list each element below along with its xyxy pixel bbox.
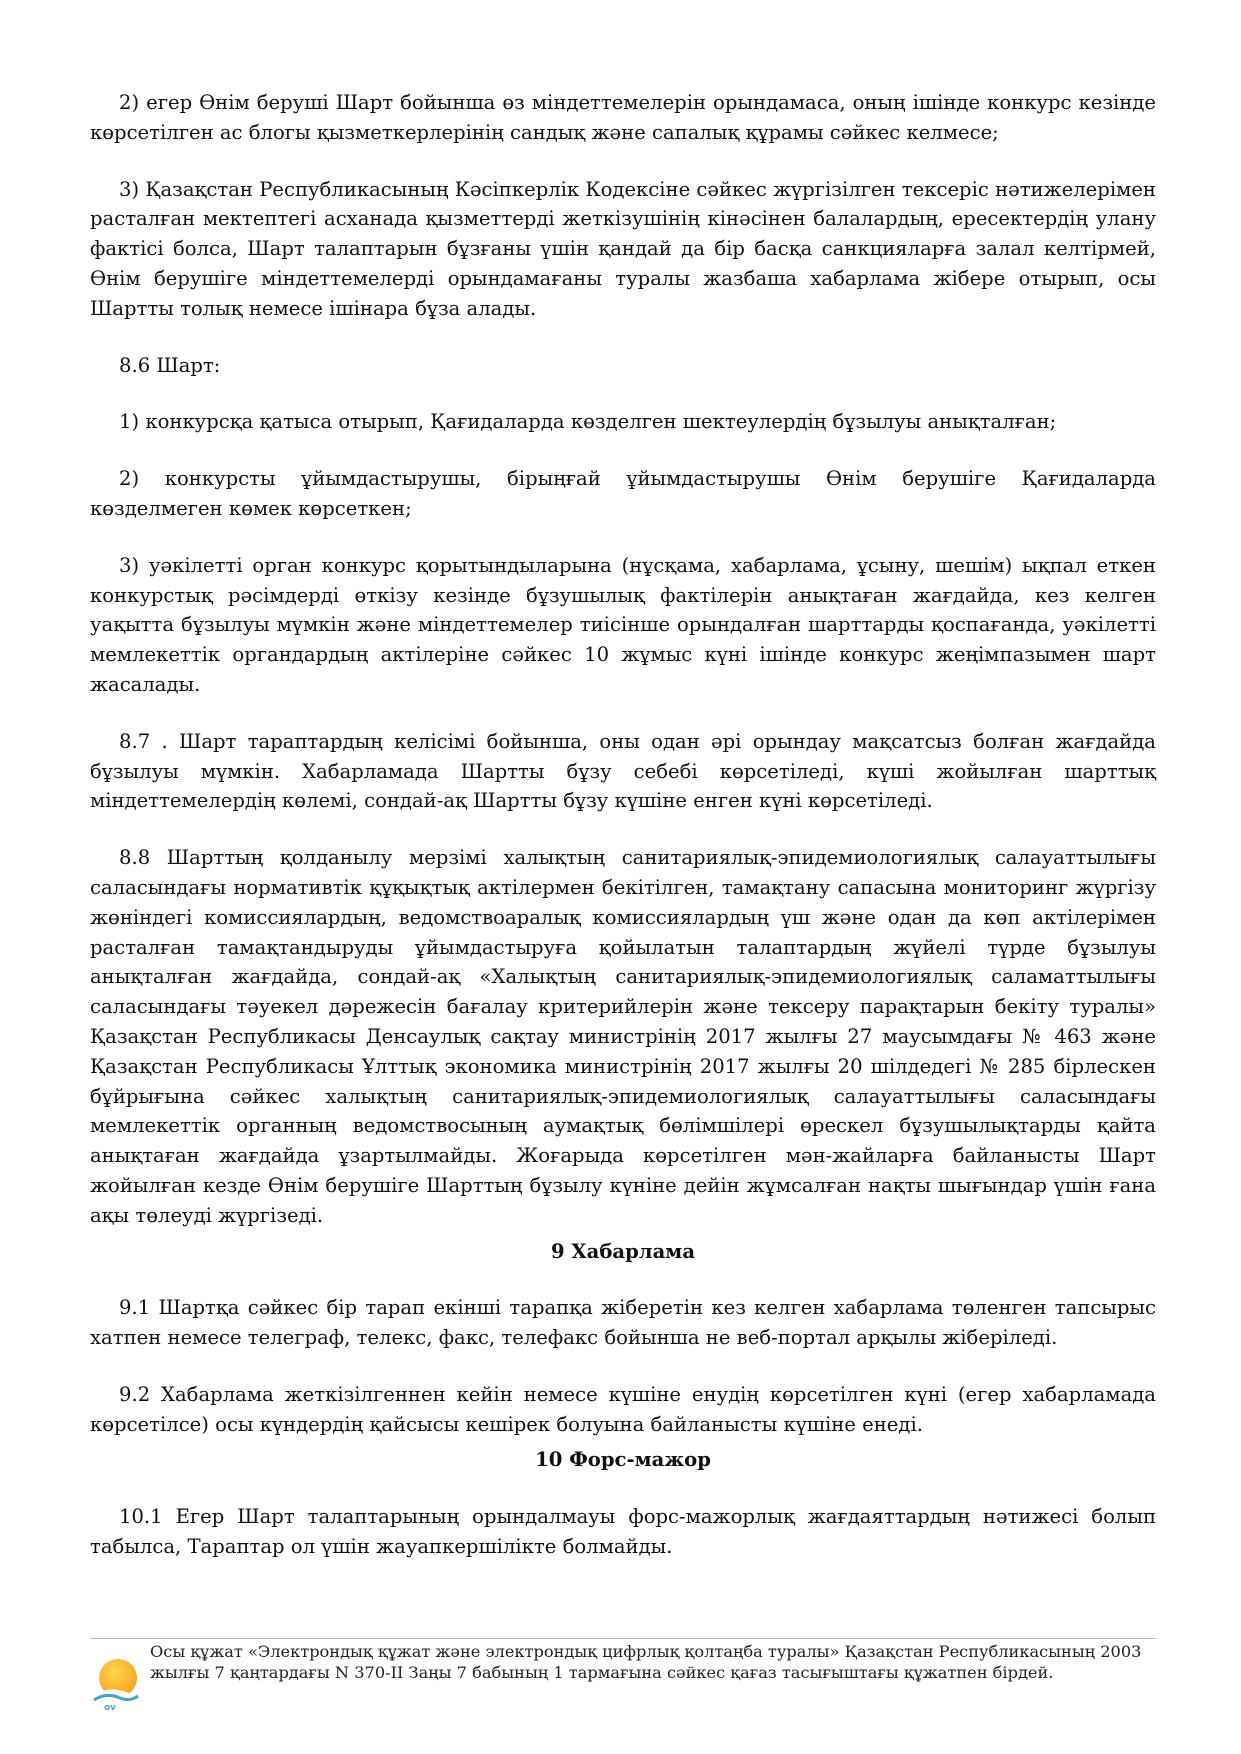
footer-divider: [90, 1638, 1156, 1639]
paragraph-10-1: 10.1 Егер Шарт талаптарының орындалмауы форс-мажорлық жағдаяттардың нәтижесі болып табылса, Тараптар ол үшін жауапкершілікте болмайды.: [90, 1505, 1156, 1559]
svg-text:ov: ov: [104, 1703, 117, 1712]
paragraph-9-1: 9.1 Шартқа сәйкес бір тарап екінші тарапқа жіберетін кез келген хабарлама төленген тапсырыс хатпен немесе телеграф, телекс, факс, телефакс бойынша не веб-портал арқылы жіберіледі.: [90, 1296, 1156, 1350]
section-heading-9: 9 Хабарлама: [550, 1239, 696, 1263]
paragraph-8-7: 8.7 . Шарт тараптардың келісімі бойынша, оны одан әрі орындау мақсатсыз болған жағдайда бұзылуы мүмкін. Хабарламада Шартты бұзу себебі көрсетіледі, күші жойылған шарттық міндеттемелердің көлемі, сондай-ақ Шартты бұзу күшіне енген күні көрсетіледі.: [90, 729, 1156, 813]
paragraph-8-6: 8.6 Шарт:: [119, 353, 221, 377]
footer-legal-notice: Осы құжат «Электрондық құжат және электрондық цифрлық қолтаңба туралы» Қазақстан Республикасының 2003 жылғы 7 қаңтардағы N 370-II Заңы 7 бабының 1 тармағына сәйкес қағаз тасығыштағы құжатпен бірдей.: [150, 1642, 1142, 1682]
footer: [92, 1642, 1152, 1712]
paragraph-9-2: 9.2 Хабарлама жеткізілгеннен кейін немесе күшіне енудің көрсетілген күні (егер хабарламада көрсетілсе) осы күндердің қайсысы кешірек болуына байланысты күшіне енеді.: [90, 1382, 1156, 1436]
section-heading-10: 10 Форс-мажор: [535, 1448, 711, 1472]
paragraph-8-8: 8.8 Шарттың қолданылу мерзімі халықтың санитариялық-эпидемиологиялық салауаттылығы саласындағы нормативтік құқықтық актілермен бекітілген, тамақтану сапасына мониторинг жүргізу жөніндегі комиссиялардың, ведомствоаралық комиссиялардың үш және одан да көп актілерімен расталған тамақтандыруды ұйымдастыруға қойылатын талаптардың жүйелі түрде бұзылуы анықталған жағдайда, сондай-ақ «Халықтың санитариялық-эпидемиологиялық саламаттылығы саласындағы тәуекел дәрежесін бағалау критерийлерін және тексеру парақтарын бекіту туралы» Қазақстан Республикасы Денсаулық сақтау министрінің 2017 жылғы 27 маусымдағы № 463 және Қазақстан Республикасы Ұлттық экономика министрінің 2017 жылғы 20 шілдедегі № 285 бірлескен бұйрығына сәйкес халықтың санитариялық-эпидемиологиялық салауаттылығы саласындағы мемлекеттік органның ведомствосының аумақтық бөлімшілері өрескел бұзушылықтарды қайта анықтаған жағдайда ұзартылмайды. Жоғарыда көрсетілген мән-жайларға байланысты Шарт жойылған кезде Өнім берушіге Шарттың бұзылу күніне дейін жұмсалған нақты шығындар үшін ғана ақы төлеуді жүргізеді.: [90, 846, 1156, 1227]
paragraph-8-6-1: 1) конкурсқа қатыса отырып, Қағидаларда көзделген шектеулердің бұзылуы анықталған;: [119, 410, 1057, 434]
document-body: [90, 88, 1156, 1589]
paragraph-8-5-3: 3) Қазақстан Республикасының Кәсіпкерлік Кодексіне сәйкес жүргізілген тексеріс нәтижелерімен расталған мектептегі асханада қызметтерді жеткізушінің кінәсінен балалардың, ересектердің улану фактісі болса, Шарт талаптарын бұзғаны үшін қандай да бір басқа санкцияларға залал келтірмей, Өнім берушіге міндеттемелерді орындамағаны туралы жазбаша хабарлама жібере отырып, осы Шартты толық немесе ішінара бұза алады.: [90, 177, 1156, 320]
paragraph-8-6-2: 2) конкурсты ұйымдастырушы, бірыңғай ұйымдастырушы Өнім берушіге Қағидаларда көзделмеген көмек көрсеткен;: [90, 467, 1156, 520]
paragraph-8-6-3: 3) уәкілетті орган конкурс қорытындыларына (нұсқама, хабарлама, ұсыну, шешім) ықпал еткен конкурстық рәсімдерді өткізу кезінде бұзушылық фактілерін анықтаған жағдайда, кез келген уақытта бұзылуы мүмкін және міндеттемелер тиісінше орындалған шарттарды қоспағанда, уәкілетті мемлекеттік органдардың актілеріне сәйкес 10 жұмыс күні ішінде конкурс жеңімпазымен шарт жасалады.: [90, 553, 1156, 696]
egov-sun-logo-icon: [92, 1656, 142, 1712]
paragraph-8-5-2: 2) егер Өнім беруші Шарт бойынша өз міндеттемелерін орындамаса, оның ішінде конкурс кезінде көрсетілген ас блогы қызметкерлерінің сандық және сапалық құрамы сәйкес келмесе;: [90, 91, 1156, 144]
